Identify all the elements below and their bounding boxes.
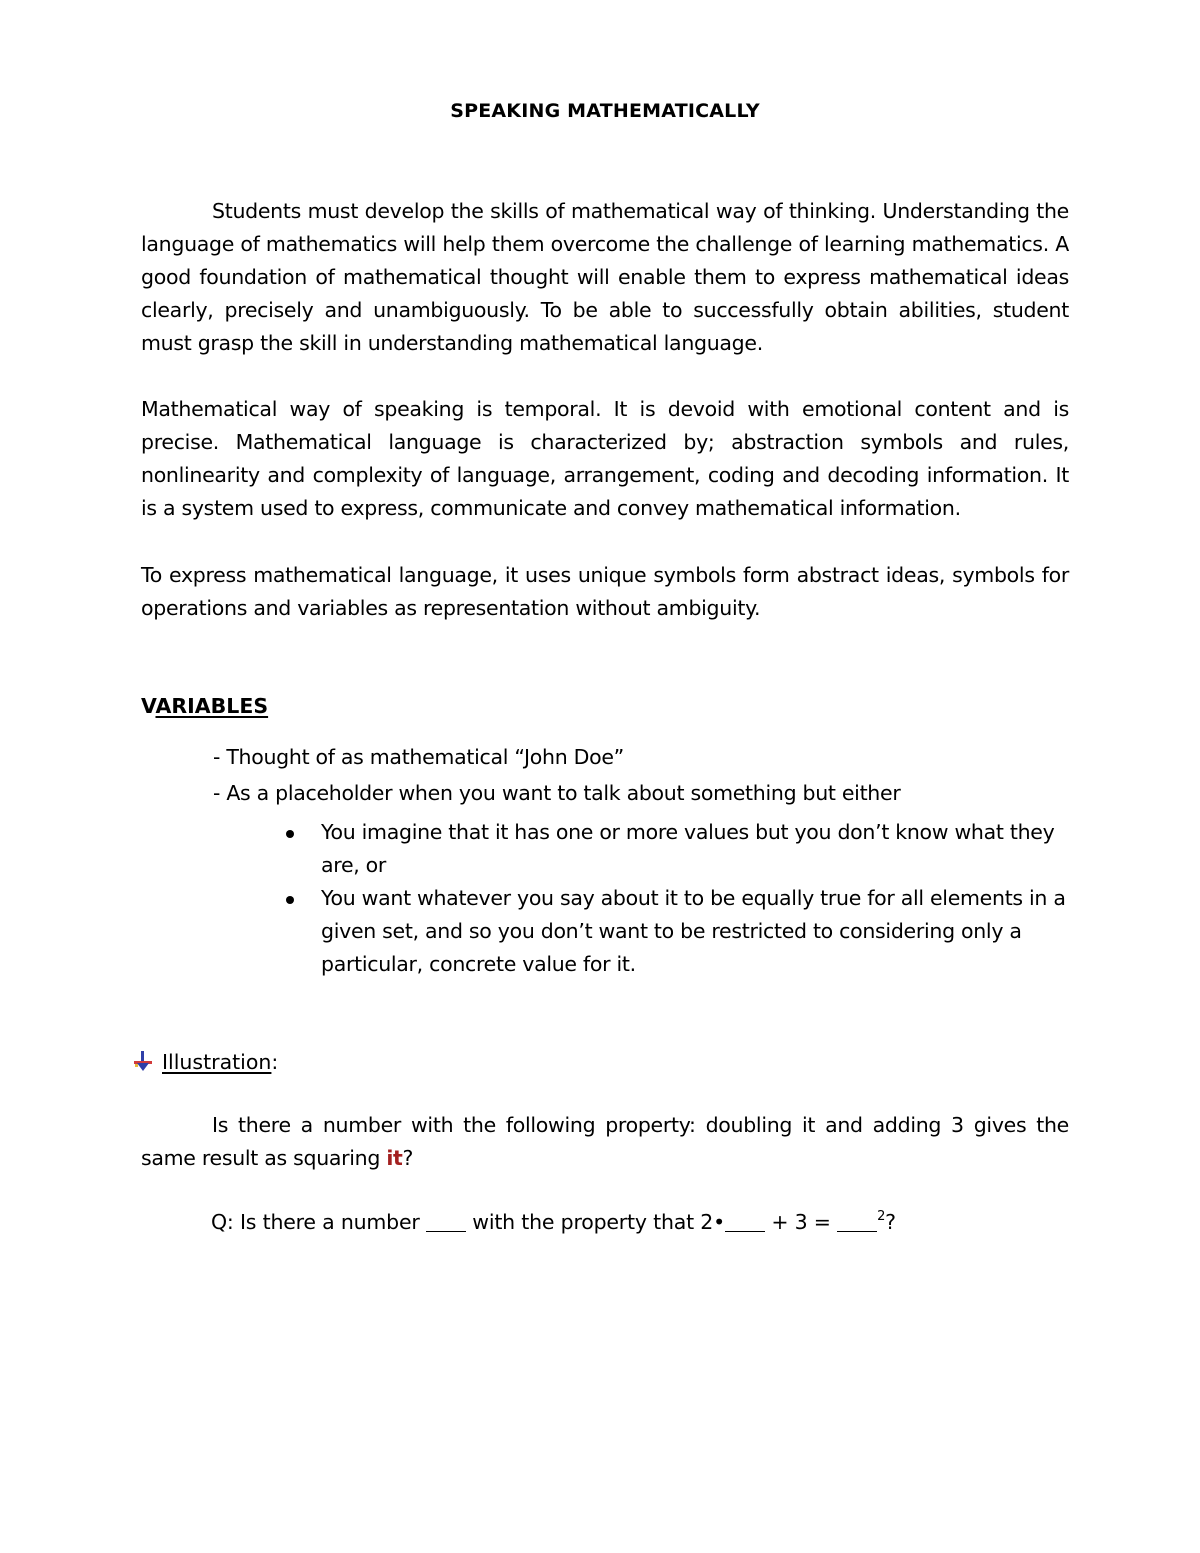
bullet-list xyxy=(286,816,1066,981)
illustration-label: Illustration xyxy=(162,1050,272,1074)
symbols-paragraph: To express mathematical language, it uses unique symbols form abstract ideas, symbols for operations and variables as representation without ambiguity. xyxy=(141,563,1069,620)
blank-line xyxy=(426,1230,466,1232)
arrow-down-icon xyxy=(132,1050,154,1072)
bullet-icon xyxy=(286,896,294,904)
bullet-icon xyxy=(286,830,294,838)
emphasis-it: it xyxy=(386,1146,403,1170)
bullet-text: You want whatever you say about it to be equally true for all elements in a given set, and so you don’t want to be restricted to considering only a particular, concrete value for it. xyxy=(321,886,1066,976)
multiplication-dot: • xyxy=(713,1210,726,1234)
illustration-paragraph xyxy=(141,1109,1069,1175)
variables-heading-first-letter: V xyxy=(141,694,156,718)
exponent: 2 xyxy=(877,1209,886,1224)
intro-paragraph: Students must develop the skills of mathematical way of thinking. Understanding the language of mathematics will help them overcome the challenge of learning mathematics. A good foundation of mathematical thought will enable them to express mathematical ideas clearly, precisely and unambiguously. To be able to successfully obtain abilities, student must grasp the skill in understanding mathematical language. xyxy=(141,199,1069,355)
question-part2: with the property that 2 xyxy=(465,1210,714,1234)
variables-heading-rest: ARIABLES xyxy=(155,694,269,718)
question-line xyxy=(211,1206,896,1239)
question-end: ? xyxy=(885,1210,896,1234)
blank-line xyxy=(837,1230,877,1232)
characteristics-paragraph: Mathematical way of speaking is temporal. It is devoid with emotional content and is precise. Mathematical language is characterized by; abstraction symbols and rules, nonlinearity and complexity of language, arrangement, coding and decoding information. It is a system used to express, communicate and convey mathematical information. xyxy=(141,397,1069,520)
illustration-heading xyxy=(132,1046,278,1079)
variables-heading xyxy=(141,690,268,723)
bullet-text: You imagine that it has one or more values but you don’t know what they are, or xyxy=(321,820,1055,877)
list-item xyxy=(286,882,1066,981)
illustration-text: Is there a number with the following property: doubling it and adding 3 gives the same result as squaring xyxy=(141,1113,1069,1170)
question-part1: Q: Is there a number xyxy=(211,1210,426,1234)
illustration-text-end: ? xyxy=(402,1146,414,1170)
dash-item-placeholder: - As a placeholder when you want to talk about something but either xyxy=(213,781,901,805)
question-part3: + 3 = xyxy=(765,1210,838,1234)
list-item xyxy=(286,816,1066,882)
dash-item-john-doe: - Thought of as mathematical “John Doe” xyxy=(213,745,624,769)
document-title: SPEAKING MATHEMATICALLY xyxy=(450,100,760,122)
blank-line xyxy=(725,1230,765,1232)
illustration-colon: : xyxy=(271,1050,279,1074)
